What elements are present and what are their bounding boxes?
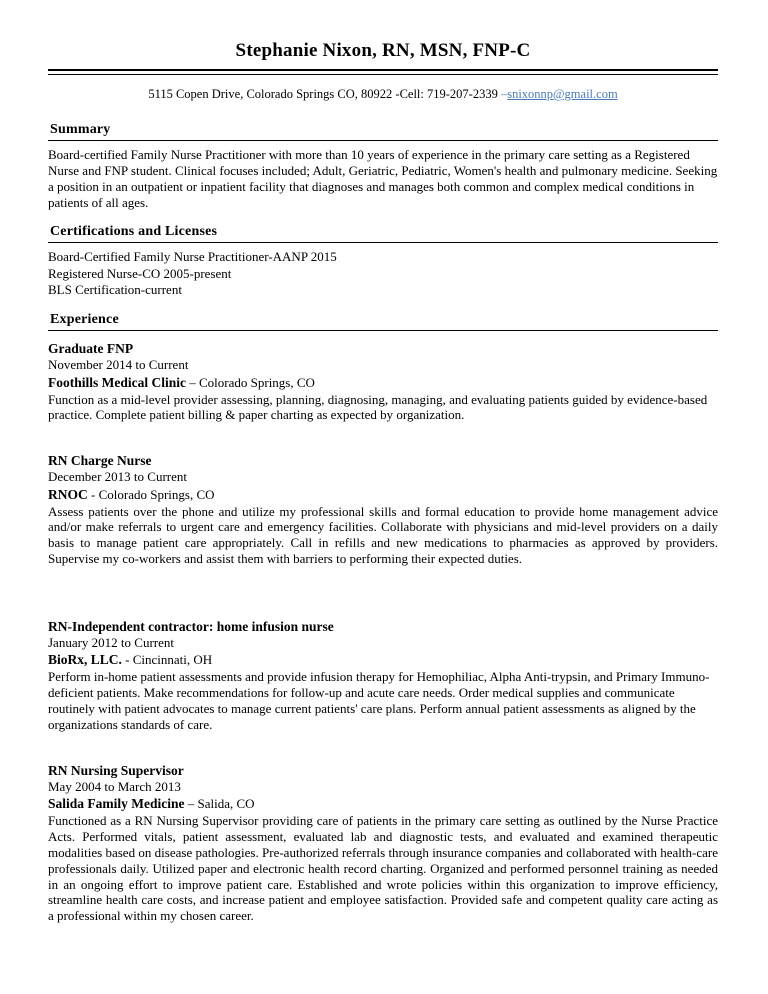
job-employer: Salida Family Medicine <box>48 796 185 812</box>
email-link[interactable]: snixonnp@gmail.com <box>507 87 618 101</box>
certification-item: Board-Certified Family Nurse Practitioner-AANP 2015 <box>48 249 337 265</box>
job-employer: RNOC <box>48 486 88 502</box>
page-title: Stephanie Nixon, RN, MSN, FNP-C <box>235 40 531 61</box>
section-experience <box>48 312 718 924</box>
certifications-heading: Certifications and Licenses <box>48 224 718 243</box>
job-employer: Foothills Medical Clinic <box>48 374 186 390</box>
section-summary <box>48 122 718 210</box>
contact-address-phone: 5115 Copen Drive, Colorado Springs CO, 80922 -Cell: 719-207-2339 <box>148 87 501 101</box>
header-double-rule <box>48 69 718 75</box>
job-entry <box>48 453 718 567</box>
job-description: Perform in-home patient assessments and provide infusion therapy for Hemophiliac, Alpha Anti-trypsin, and Primary Immuno-deficient patients. Make recommendations for follow-up and acute care needs. Order medical supplies and communicate routinely with patient advocates to manage current patients' care plans. Perform annual patient assessments as aligned by the organizations standards of care. <box>48 669 710 732</box>
job-employer-line <box>48 374 718 392</box>
job-location: - Colorado Springs, CO <box>87 486 215 502</box>
job-title: RN Charge Nurse <box>48 453 152 469</box>
job-dates: December 2013 to Current <box>48 469 187 485</box>
job-description: Functioned as a RN Nursing Supervisor providing care of patients in the primary care setting as outlined by the Nurse Practice Acts. Performed vitals, patient assessment, evaluated lab and diagnostic tests, and evaluated and examined therapeutic modalities based on disease pathologies. Pre-authorized referrals through insurance companies and collaborated with health-care professionals daily. Utilized paper and electronic health record charting. Organized and performed personnel training as needed in an ongoing effort to improve patient care. Established and wrote policies within this organization to improve efficiency, streamline health care costs, and increase patient and employee satisfaction. Provided safe and competent quality care acting as a professional within my chosen career. <box>48 813 718 924</box>
contact-line <box>48 87 718 102</box>
job-entry <box>48 763 718 924</box>
job-dates: May 2004 to March 2013 <box>48 778 181 794</box>
job-entry <box>48 619 718 733</box>
certifications-list <box>48 249 718 298</box>
job-employer: BioRx, LLC. <box>48 652 122 668</box>
certification-item: Registered Nurse-CO 2005-present <box>48 265 232 281</box>
section-certifications <box>48 224 718 298</box>
job-dates: November 2014 to Current <box>48 357 189 373</box>
job-employer-line <box>48 651 718 669</box>
job-title: RN-Independent contractor: home infusion nurse <box>48 619 334 634</box>
job-description: Function as a mid-level provider assessing, planning, diagnosing, managing, and evaluating patients guided by evidence-based practice. Complete patient billing & paper charting as expected by organization. <box>48 391 708 423</box>
job-employer-line <box>48 795 718 813</box>
job-location: – Colorado Springs, CO <box>186 374 315 390</box>
job-description: Assess patients over the phone and utilize my professional skills and formal education to provide home management advice and/or make referrals to urgent care and emergency facilities. Collaborate with physicians and mid-level providers on a daily basis to manage patient care appropriately. Call in refills and new medications to pharmacies as approved by providers. Supervise my co-workers and assist them with barriers to performing their expected duties. <box>48 503 718 567</box>
job-location: - Cincinnati, OH <box>121 652 213 668</box>
certification-item: BLS Certification-current <box>48 281 182 297</box>
contact-email-dash: – <box>500 87 508 101</box>
job-entry <box>48 341 718 423</box>
job-employer-line <box>48 486 718 504</box>
summary-paragraph: Board-certified Family Nurse Practitioner with more than 10 years of experience in the primary care setting as a Registered Nurse and FNP student. Clinical focuses included; Adult, Geriatric, Pediatric, Women's health and pulmonary medicine. Seeking a position in an outpatient or inpatient facility that diagnoses and manages both common and complex medical conditions in patients of all ages. <box>48 147 718 210</box>
job-title: RN Nursing Supervisor <box>48 762 184 778</box>
job-dates: January 2012 to Current <box>48 635 175 651</box>
summary-heading: Summary <box>48 122 718 141</box>
experience-heading: Experience <box>48 312 718 331</box>
job-title: Graduate FNP <box>48 341 134 357</box>
job-location: – Salida, CO <box>184 796 255 812</box>
